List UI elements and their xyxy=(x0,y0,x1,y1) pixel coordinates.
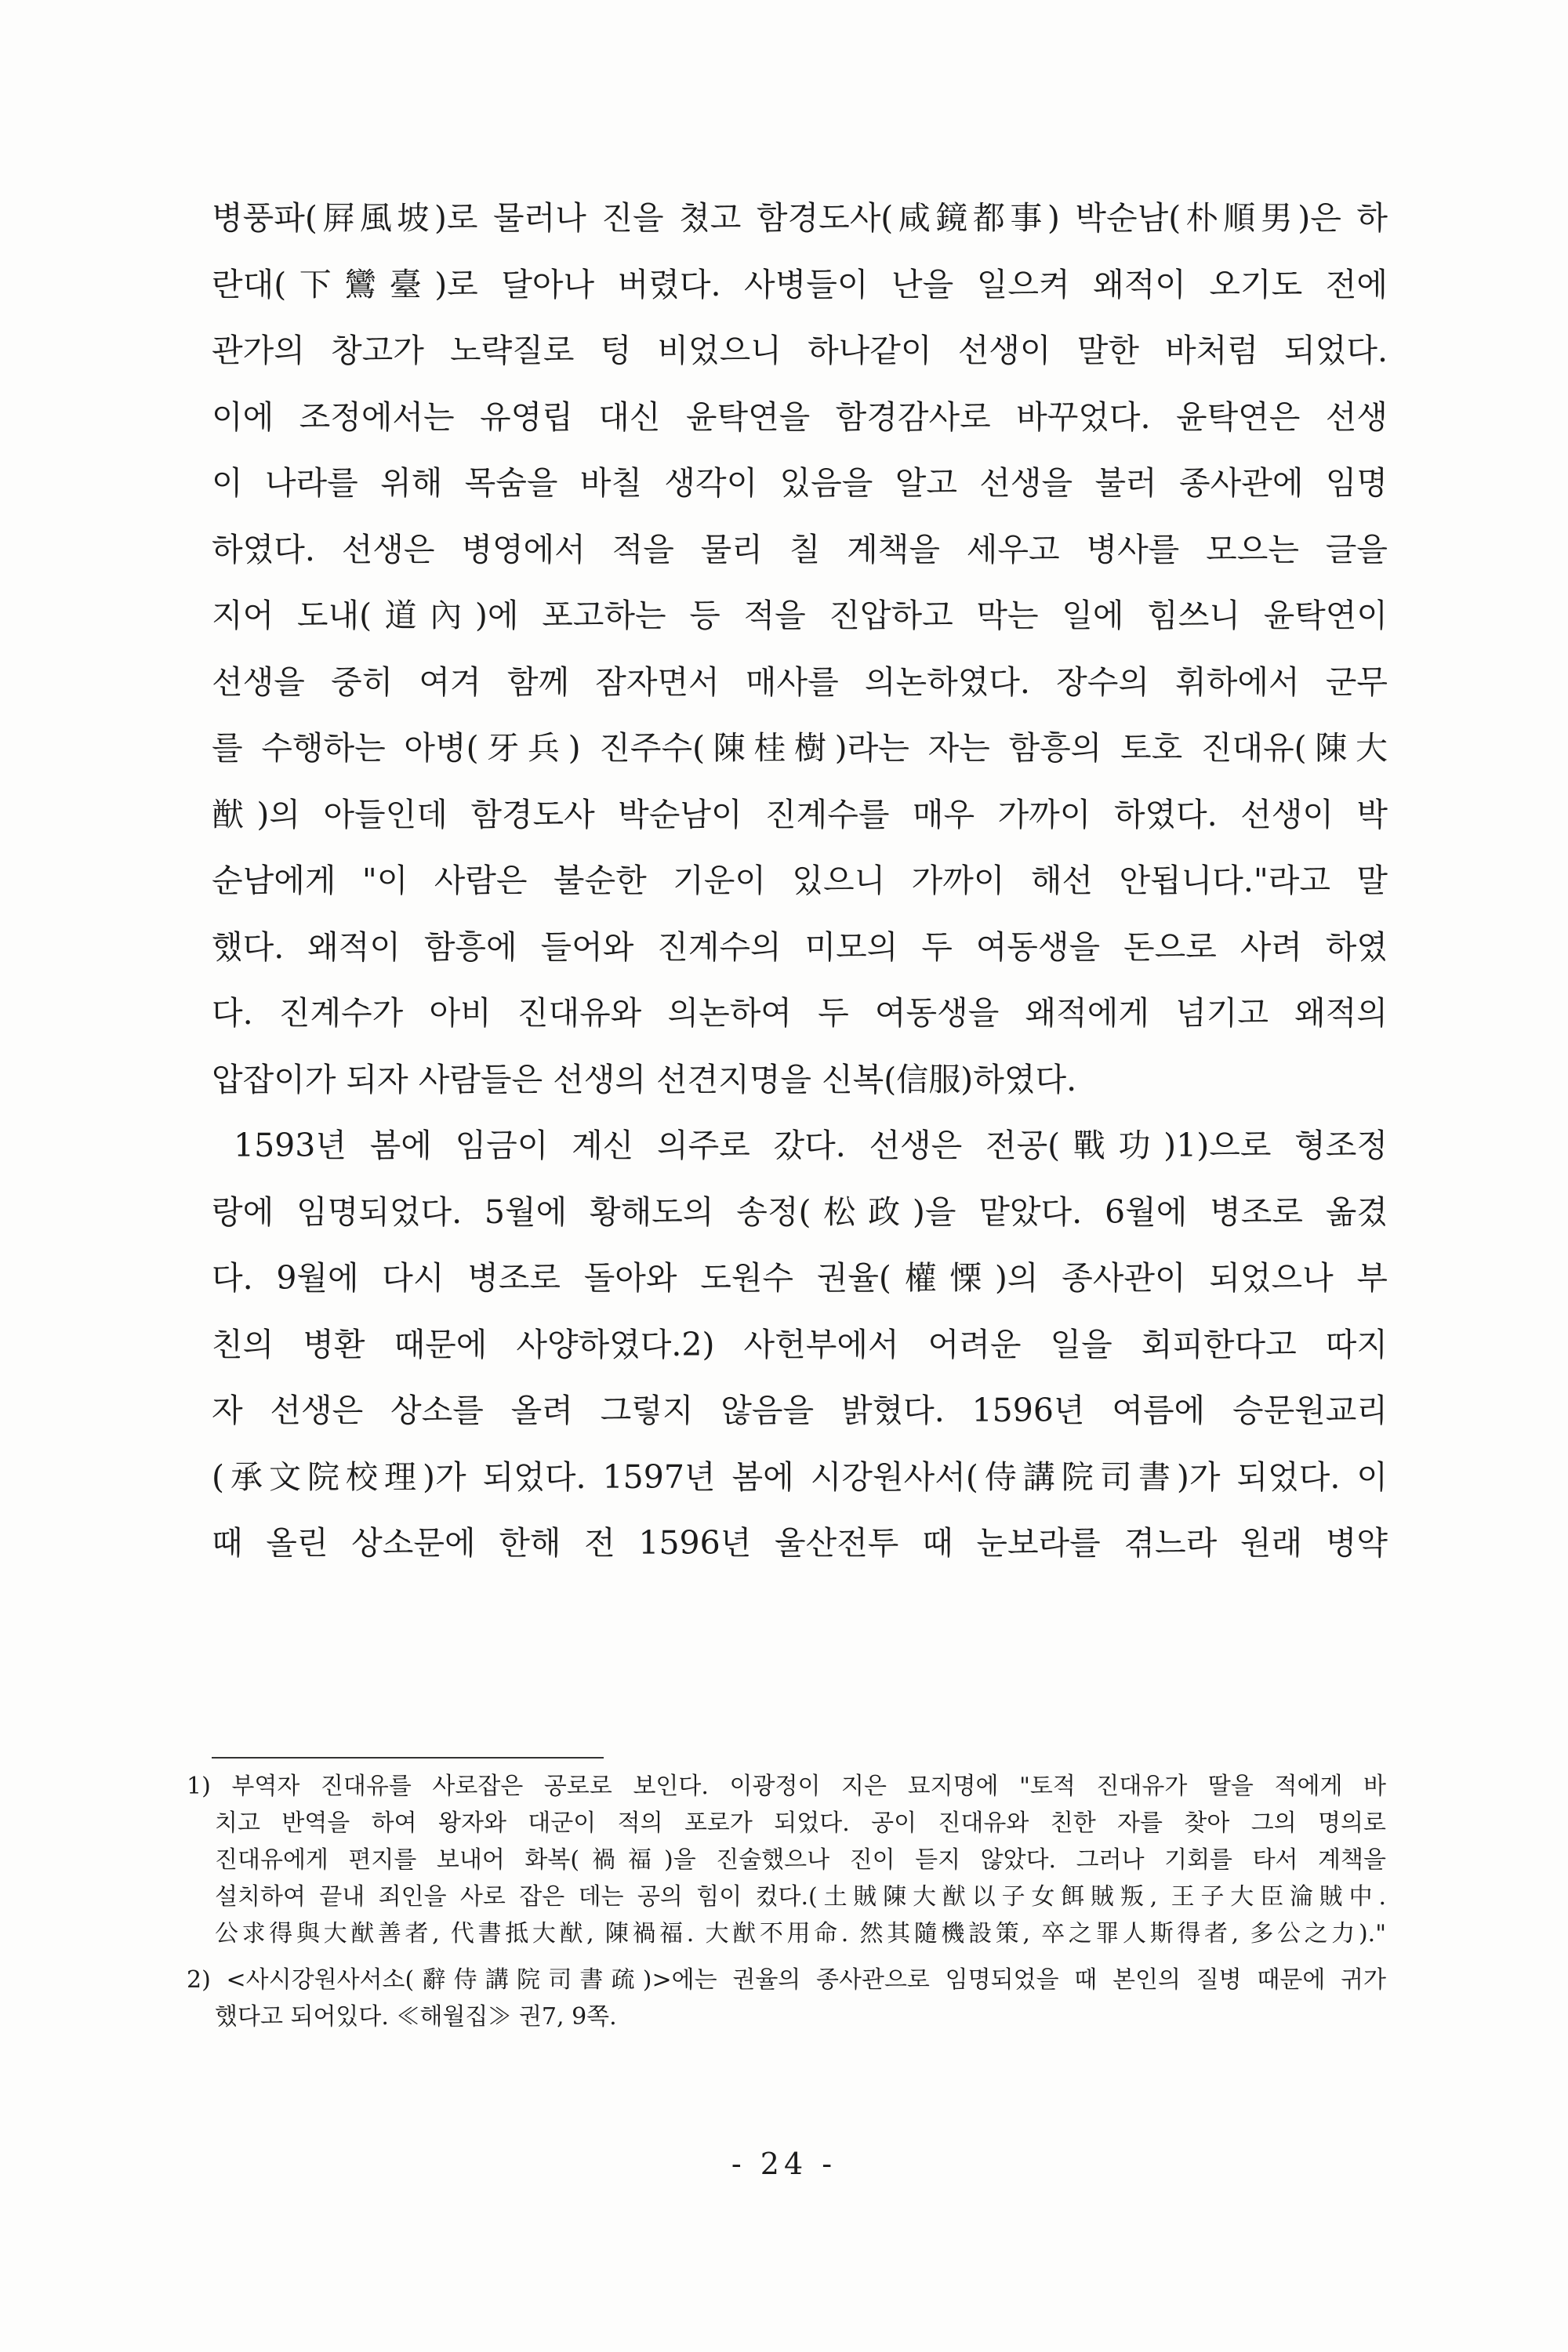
paragraph-start-line: 1593년 봄에 임금이 계신 의주로 갔다. 선생은 전공(戰功)1)으로 형조정 xyxy=(234,1127,1388,1164)
footnote-gap xyxy=(187,1952,1386,1962)
body-line: 병풍파(屛風坡)로 물러나 진을 쳤고 함경도사(咸鏡都事) 박순남(朴順男)은 하 xyxy=(212,199,1388,237)
body-line: 란대(下鸞臺)로 달아나 버렸다. 사병들이 난을 일으켜 왜적이 오기도 전에 xyxy=(212,265,1388,303)
body-line: 랑에 임명되었다. 5월에 황해도의 송정(松政)을 맡았다. 6월에 병조로 옮겼 xyxy=(212,1192,1388,1231)
footnotes xyxy=(187,1768,1386,2035)
body-line: 를 수행하는 아병(牙兵) 진주수(陳桂樹)라는 자는 함흥의 토호 진대유(陳大 xyxy=(212,729,1388,767)
body-line: 이에 조정에서는 유영립 대신 윤탁연을 함경감사로 바꾸었다. 윤탁연은 선생 xyxy=(212,397,1388,436)
body-line: 하였다. 선생은 병영에서 적을 물리 칠 계책을 세우고 병사를 모으는 글을 xyxy=(212,530,1388,568)
body-line: 순남에게 "이 사람은 불순한 기운이 있으니 가까이 해선 안됩니다."라고 말 xyxy=(212,862,1388,899)
footnote-line: 설치하여 끝내 죄인을 사로 잡은 데는 공의 힘이 컸다.(土賊陳大猷以子女餌賊叛, 王子大臣淪賊中. xyxy=(215,1883,1386,1911)
body-line: 猷)의 아들인데 함경도사 박순남이 진계수를 매우 가까이 하였다. 선생이 박 xyxy=(212,795,1388,833)
body-line: 다. 진계수가 아비 진대유와 의논하여 두 여동생을 왜적에게 넘기고 왜적의 xyxy=(212,994,1388,1032)
footnote-line: 했다고 되어있다. ≪해월집≫ 권7, 9쪽. xyxy=(215,2003,617,2031)
body-line: 관가의 창고가 노략질로 텅 비었으니 하나같이 선생이 말한 바처럼 되었다. xyxy=(212,332,1388,369)
body-line: 이 나라를 위해 목숨을 바칠 생각이 있음을 알고 선생을 불러 종사관에 임명 xyxy=(212,464,1388,502)
footnote-2 xyxy=(187,1962,1386,2035)
body-line: 때 올린 상소문에 한해 전 1596년 울산전투 때 눈보라를 겪느라 원래 병약 xyxy=(212,1524,1388,1562)
footnote-line: 진대유에게 편지를 보내어 화복(禍福)을 진술했으나 진이 듣지 않았다. 그러나 기회를 타서 계책을 xyxy=(215,1846,1386,1874)
body-line: (承文院校理)가 되었다. 1597년 봄에 시강원사서(侍講院司書)가 되었다. 이 xyxy=(212,1457,1388,1496)
body-line: 지어 도내(道內)에 포고하는 등 적을 진압하고 막는 일에 힘쓰니 윤탁연이 xyxy=(212,597,1388,634)
body-line: 친의 병환 때문에 사양하였다.2) 사헌부에서 어려운 일을 회피한다고 따지 xyxy=(212,1325,1388,1363)
page-number: - 24 - xyxy=(731,2147,837,2181)
body-line: 했다. 왜적이 함흥에 들어와 진계수의 미모의 두 여동생을 돈으로 사려 하였 xyxy=(212,927,1388,966)
footnote-line: 1) 부역자 진대유를 사로잡은 공로로 보인다. 이광정이 지은 묘지명에 "토적 진대유가 딸을 적에게 바 xyxy=(187,1773,1386,1800)
footnote-1 xyxy=(187,1768,1386,1952)
body-text xyxy=(212,185,1388,1577)
footnote-line: 公求得與大猷善者, 代書抵大猷, 陳禍福. 大猷不用命. 然其隨機設策, 卒之罪人斯得者, 多公之力)." xyxy=(215,1920,1386,1947)
footnote-divider xyxy=(212,1757,604,1759)
footnote-line: 2) <사시강원사서소(辭侍講院司書疏)>에는 권율의 종사관으로 임명되었을 때 본인의 질병 때문에 귀가 xyxy=(187,1966,1386,1994)
body-line: 선생을 중히 여겨 함께 잠자면서 매사를 의논하였다. 장수의 휘하에서 군무 xyxy=(212,662,1388,701)
body-line: 다. 9월에 다시 병조로 돌아와 도원수 권율(權慄)의 종사관이 되었으나 부 xyxy=(212,1259,1388,1297)
body-line: 압잡이가 되자 사람들은 선생의 선견지명을 신복(信服)하였다. xyxy=(212,1060,1077,1098)
footnote-line: 치고 반역을 하여 왕자와 대군이 적의 포로가 되었다. 공이 진대유와 친한 자를 찾아 그의 명의로 xyxy=(215,1809,1386,1837)
body-line: 자 선생은 상소를 올려 그렇지 않음을 밝혔다. 1596년 여름에 승문원교리 xyxy=(212,1392,1388,1429)
